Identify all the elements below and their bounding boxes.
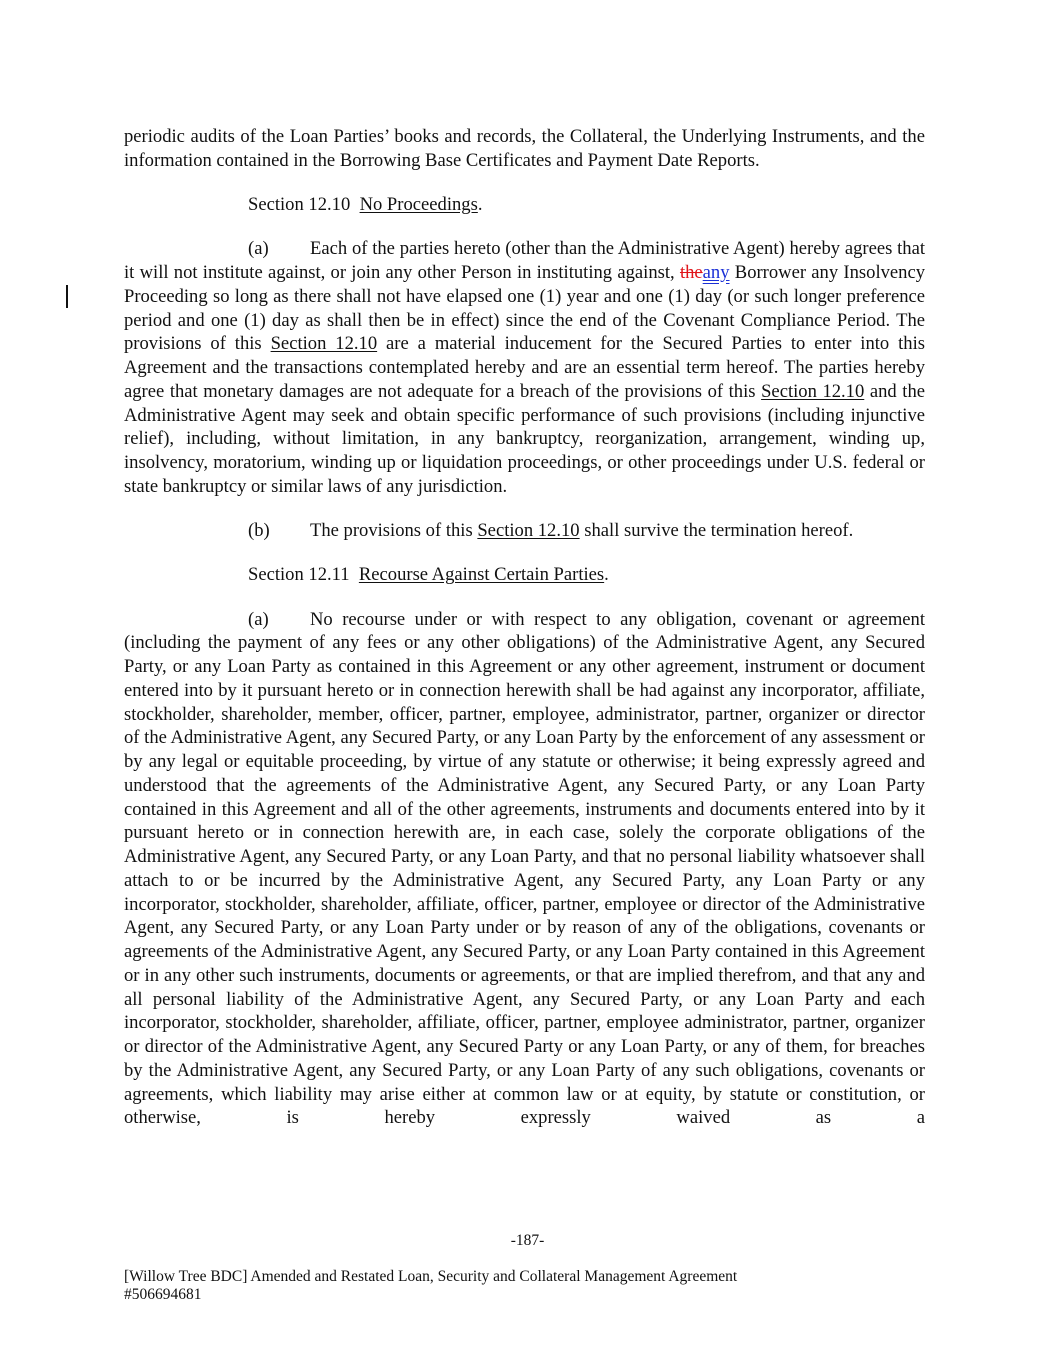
section-12-10-paragraph-a: (a) Each of the parties hereto (other than the Administrative Agent) hereby agrees that it will not institute against, or join any other Person in instituting against, theany Borrower any Insolvency Proceeding so long as there shall not have elapsed one (1) year and one (1) day (or such longer preference period and one (1) day as shall then be in effect) since the end of the Covenant Compliance Period. The provisions of this Section 12.10 are a material inducement for the Secured Parties to enter into this Agreement and the transactions contemplated hereby and are an essential term hereof. The parties hereby agree that monetary damages are not adequate for a breach of the provisions of this Section 12.10 and the Administrative Agent may seek and obtain specific performance of such provisions (including injunctive relief), including, without limitation, in any bankruptcy, reorganization, arrangement, winding up, insolvency, moratorium, winding up or liquidation proceedings, or other proceedings under U.S. federal or state bankruptcy or similar laws of any jurisdiction. bbox=[124, 238, 926, 497]
section-title: No Proceedings bbox=[359, 194, 478, 215]
change-bar bbox=[66, 285, 68, 308]
section-12-11-heading: Section 12.11 Recourse Against Certain Parties. bbox=[248, 564, 609, 586]
section-number: Section 12.11 bbox=[248, 564, 350, 586]
section-reference: Section 12.10 bbox=[761, 380, 865, 402]
intro-paragraph: periodic audits of the Loan Parties’ books and records, the Collateral, the Underlying Instruments, and the information contained in the Borrowing Base Certificates and Payment Date Reports. bbox=[124, 126, 925, 171]
inserted-text: any bbox=[702, 262, 730, 283]
document-footer bbox=[124, 1268, 737, 1304]
paragraph-label: (b) bbox=[248, 520, 270, 541]
section-12-10-heading: Section 12.10 No Proceedings. bbox=[248, 194, 483, 215]
section-reference: Section 12.10 bbox=[477, 520, 580, 541]
section-reference: Section 12.10 bbox=[270, 333, 378, 355]
document-page bbox=[124, 125, 925, 1130]
paragraph-label: (a) bbox=[248, 608, 269, 630]
footer-title: [Willow Tree BDC] Amended and Restated Loan, Security and Collateral Management Agreement bbox=[124, 1268, 738, 1285]
section-12-11-paragraph-a: (a) No recourse under or with respect to any obligation, covenant or agreement (including the payment of any fees or any other obligations) of the Administrative Agent, any Secured Party, or any Loan Party as contained in this Agreement or any other agreement, instrument or document entered into by it pursuant hereto or in connection herewith shall be had against any incorporator, affiliate, stockholder, shareholder, member, officer, partner, employee, administrator, partner, organizer or director of the Administrative Agent, any Secured Party, or any Loan Party by the enforcement of any assessment or by any legal or equitable proceeding, by virtue of any statute or otherwise; it being expressly agreed and understood that the agreements of the Administrative Agent, any Secured Party, or any Loan Party contained in this Agreement and all of the other agreements, instruments and documents entered into by it pursuant hereto or in connection herewith are, in each case, solely the corporate obligations of the Administrative Agent, any Secured Party, or any Loan Party, and that no personal liability whatsoever shall attach to or be incurred by the Administrative Agent, any Secured Party, any Loan Party or any incorporator, stockholder, shareholder, affiliate, officer, partner, employee or director of the Administrative Agent, any Secured Party, or any Loan Party under or by reason of any of the obligations, covenants or agreements of the Administrative Agent, any Secured Party, or any Loan Party contained in this Agreement or in any other such instruments, documents or agreements, or that are implied therefrom, and that any and all personal liability of the Administrative Agent, any Secured Party, or any Loan Party and each incorporator, stockholder, shareholder, affiliate, officer, partner, employee administrator, partner, organizer or director of the Administrative Agent, any Secured Party or any Loan Party, or any of them, for breaches by the Administrative Agent, any Secured Party, or any Loan Party of any such obligations, covenants or agreements, which liability may arise either at common law or at equity, by statute or constitution, or otherwise, is hereby expressly waived as a bbox=[124, 608, 925, 1129]
page-number: -187- bbox=[510, 1232, 545, 1249]
footer-doc-id: #506694681 bbox=[124, 1286, 202, 1303]
paragraph-label: (a) bbox=[248, 238, 269, 260]
section-12-10-paragraph-b: (b) The provisions of this Section 12.10 shall survive the termination hereof. bbox=[248, 520, 854, 541]
section-title: Recourse Against Certain Parties bbox=[358, 564, 605, 586]
deleted-text: the bbox=[679, 262, 703, 283]
section-number: Section 12.10 bbox=[248, 194, 351, 215]
